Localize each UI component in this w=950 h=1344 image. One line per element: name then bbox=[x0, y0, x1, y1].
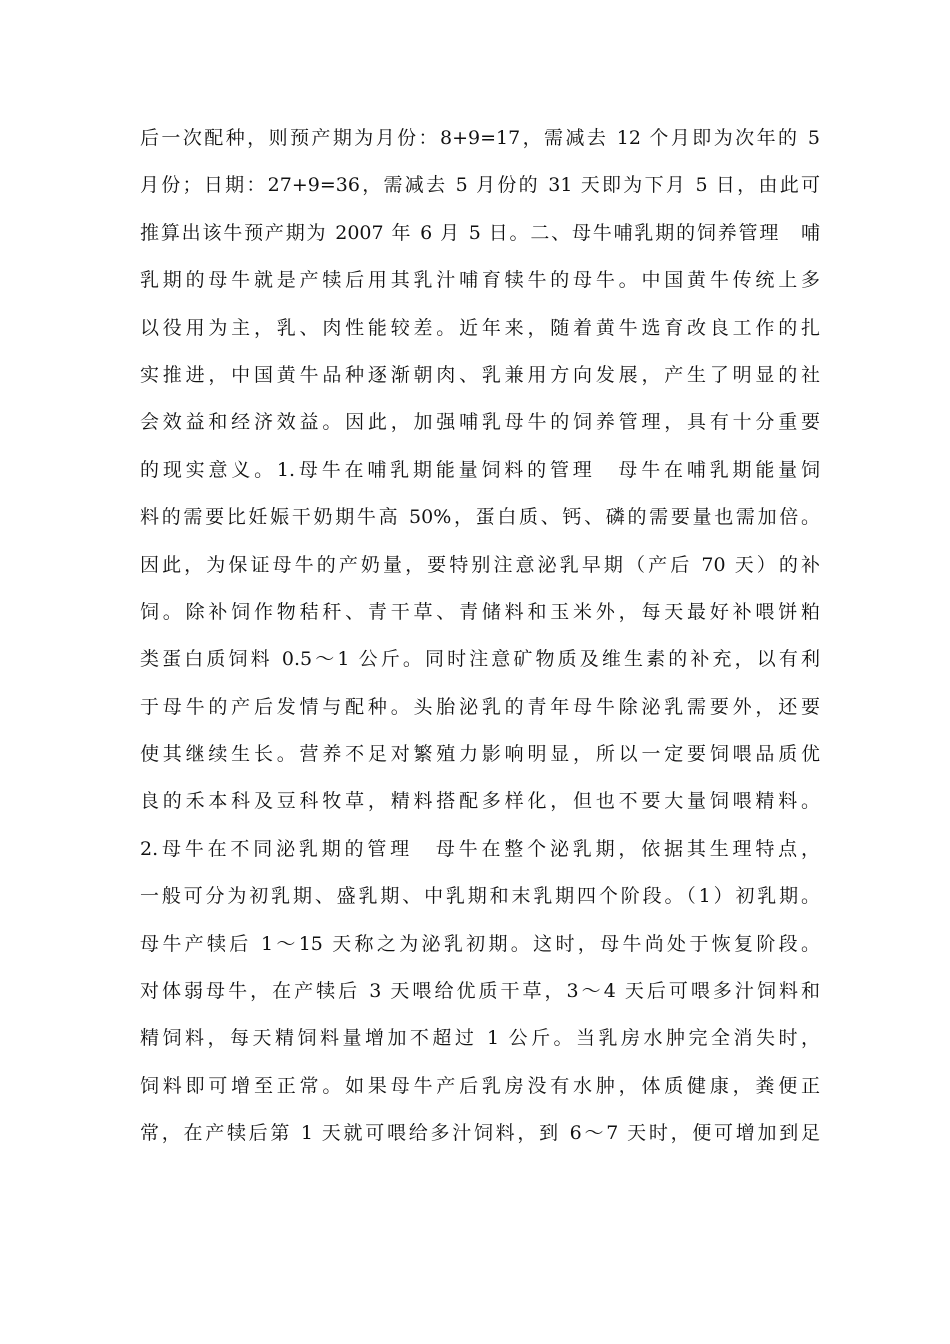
text-line: 因此，为保证母牛的产奶量，要特别注意泌乳早期（产后 70 天）的补 bbox=[140, 553, 820, 576]
text-line: 饲料即可增至正常。如果母牛产后乳房没有水肿，体质健康，粪便正 bbox=[140, 1074, 820, 1097]
text-line: 料的需要比妊娠干奶期牛高 50%，蛋白质、钙、磷的需要量也需加倍。 bbox=[140, 506, 820, 529]
text-line: 会效益和经济效益。因此，加强哺乳母牛的饲养管理，具有十分重要 bbox=[140, 411, 820, 434]
text-line: 使其继续生长。营养不足对繁殖力影响明显，所以一定要饲喂品质优 bbox=[140, 743, 820, 766]
text-line: 月份；日期：27+9=36，需减去 5 月份的 31 天即为下月 5 日，由此可 bbox=[140, 174, 820, 197]
text-line: 以役用为主，乳、肉性能较差。近年来，随着黄牛选育改良工作的扎 bbox=[140, 316, 820, 339]
text-line: 乳期的母牛就是产犊后用其乳汁哺育犊牛的母牛。中国黄牛传统上多 bbox=[140, 269, 820, 292]
text-line: 于母牛的产后发情与配种。头胎泌乳的青年母牛除泌乳需要外，还要 bbox=[140, 695, 820, 718]
body-text bbox=[140, 118, 820, 1161]
text-line: 一般可分为初乳期、盛乳期、中乳期和末乳期四个阶段。（1）初乳期。 bbox=[140, 885, 820, 908]
text-line: 实推进，中国黄牛品种逐渐朝肉、乳兼用方向发展，产生了明显的社 bbox=[140, 363, 820, 386]
text-line: 对体弱母牛，在产犊后 3 天喂给优质干草，3～4 天后可喂多汁饲料和 bbox=[140, 980, 820, 1003]
text-line: 精饲料，每天精饲料量增加不超过 1 公斤。当乳房水肿完全消失时， bbox=[140, 1027, 820, 1050]
text-line: 推算出该牛预产期为 2007 年 6 月 5 日。二、母牛哺乳期的饲养管理 哺 bbox=[140, 221, 820, 244]
text-line: 母牛产犊后 1～15 天称之为泌乳初期。这时，母牛尚处于恢复阶段。 bbox=[140, 932, 820, 955]
text-line: 饲。除补饲作物秸秆、青干草、青储料和玉米外，每天最好补喂饼粕 bbox=[140, 600, 820, 623]
text-line: 类蛋白质饲料 0.5～1 公斤。同时注意矿物质及维生素的补充，以有利 bbox=[140, 648, 820, 671]
text-line: 良的禾本科及豆科牧草，精料搭配多样化，但也不要大量饲喂精料。 bbox=[140, 790, 820, 813]
text-line: 的现实意义。1.母牛在哺乳期能量饲料的管理 母牛在哺乳期能量饲 bbox=[140, 458, 820, 481]
text-line: 后一次配种，则预产期为月份：8+9=17，需减去 12 个月即为次年的 5 bbox=[140, 127, 820, 149]
text-line: 常，在产犊后第 1 天就可喂给多汁饲料，到 6～7 天时，便可增加到足 bbox=[140, 1122, 820, 1145]
text-line: 2.母牛在不同泌乳期的管理 母牛在整个泌乳期，依据其生理特点， bbox=[140, 837, 820, 860]
